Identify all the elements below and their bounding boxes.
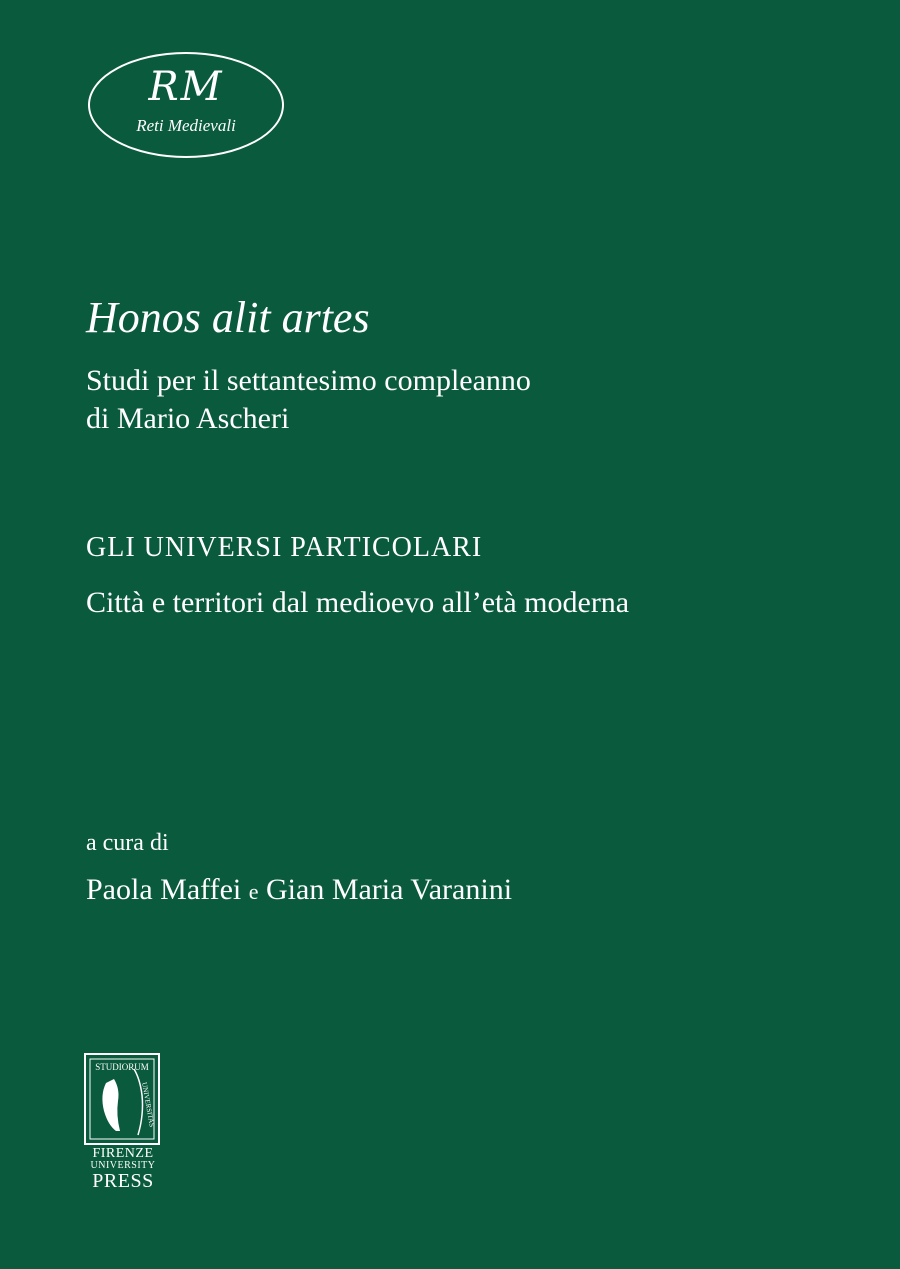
editor-1: Paola Maffei xyxy=(86,873,242,906)
book-title: Honos alit artes xyxy=(86,293,370,342)
logo-name: Reti Medievali xyxy=(136,116,236,135)
subtitle-line-2: di Mario Ascheri xyxy=(86,402,290,435)
publisher-line-2: UNIVERSITY xyxy=(90,1160,156,1171)
seal-graphic xyxy=(86,1055,158,1143)
editor-2: Gian Maria Varanini xyxy=(266,873,513,906)
logo-monogram: RM xyxy=(148,64,224,110)
subtitle-line-1: Studi per il settantesimo compleanno xyxy=(86,364,531,397)
edited-by-label: a cura di xyxy=(86,830,169,856)
reti-medievali-logo xyxy=(88,52,284,158)
publisher-line-1: FIRENZE xyxy=(92,1146,154,1161)
seal-text-top: STUDIORUM xyxy=(95,1062,149,1072)
seal-text-side: UNIVERSITAS xyxy=(140,1081,156,1128)
book-subtitle xyxy=(86,362,531,438)
series-subtitle: Città e territori dal medioevo all’età moderna xyxy=(86,586,630,619)
series-title: GLI UNIVERSI PARTICOLARI xyxy=(86,532,483,563)
publisher-logo xyxy=(84,1053,162,1191)
editors-conjunction: e xyxy=(248,879,259,904)
publisher-line-3: PRESS xyxy=(92,1170,154,1192)
editors xyxy=(86,873,512,907)
publisher-seal-icon xyxy=(84,1053,160,1145)
